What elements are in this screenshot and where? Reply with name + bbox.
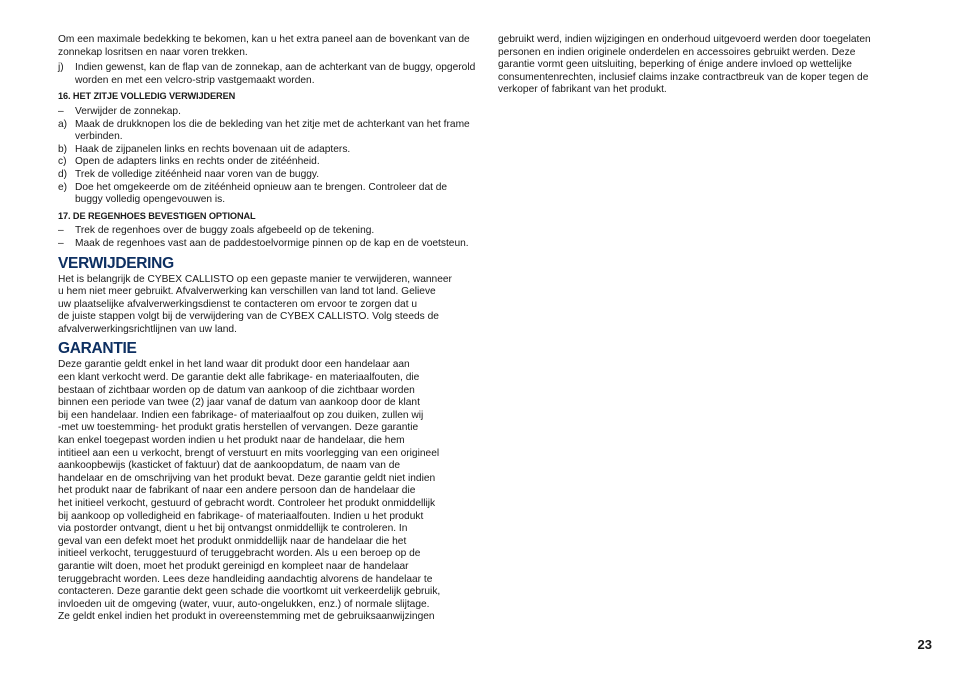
text-line: bij een handelaar. Indien een fabrikage- of materiaalfout op zou duiken, zullen wij — [58, 409, 424, 421]
text-line: de juiste stappen volgt bij de verwijdering van de CYBEX CALLISTO. Volg steeds de — [58, 311, 439, 323]
list-item — [58, 238, 476, 251]
list-text: Verwijder de zonnekap. — [75, 105, 181, 117]
text-line: aankoopbewijs (kasticket of faktuur) dat de aankoopdatum, de naam van de — [58, 460, 401, 472]
section-17-list — [58, 225, 476, 250]
text-line: een klant verkocht werd. De garantie dekt alle fabrikage- en materiaalfouten, die — [58, 372, 420, 384]
disposal-heading: VERWIJDERING — [58, 254, 174, 272]
list-marker: – — [58, 237, 64, 249]
list-item — [58, 169, 476, 182]
text-line: garantie wilt doen, moet het produkt gereinigd en kompleet naar de handelaar — [58, 560, 409, 572]
intro-paragraph: Om een maximale bedekking te bekomen, kan u het extra paneel aan de bovenkant van de zonnekap losritsen en naar voren trekken. — [58, 34, 470, 58]
text-line: afvalverwerkingsrichtlijnen van uw land. — [58, 323, 237, 335]
text-line: teruggebracht worden. Lees deze handleiding aandachtig alvorens de handelaar te — [58, 573, 433, 585]
list-marker: b) — [58, 143, 68, 155]
list-text: Trek de regenhoes over de buggy zoals afgebeeld op de tekening. — [75, 225, 375, 237]
list-marker: – — [58, 105, 64, 117]
text-line: -met uw toestemming- het produkt gratis herstellen of vervangen. Deze garantie — [58, 422, 419, 434]
text-line: verkoper of fabrikant van het produkt. — [498, 84, 667, 96]
list-text: Doe het omgekeerde om de zitéénheid opnieuw aan te brengen. Controleer dat de buggy volledig opengevouwen is. — [75, 181, 448, 206]
text-line: gebruikt werd, indien wijzigingen en onderhoud uitgevoerd werden door toegelaten — [498, 34, 871, 45]
text-line: het produkt naar de fabrikant of naar een andere persoon dan de handelaar die — [58, 485, 416, 497]
text-line: bij aankoop op volledigheid en fabrikage- of materiaalfouten. Indien u het produkt — [58, 510, 424, 522]
text-line: personen en indien originele onderdelen en accessoires gebruikt werden. Deze — [498, 46, 856, 58]
section-16-title: 16. HET ZITJE VOLLEDIG VERWIJDEREN — [58, 91, 236, 102]
text-line: Deze garantie geldt enkel in het land waar dit produkt door een handelaar aan — [58, 359, 410, 371]
text-line: bestaan of zichtbaar worden op de datum van aankoop of die zichtbaar worden — [58, 384, 415, 396]
page-number: 23 — [917, 637, 932, 652]
text-line: u hem niet meer gebruikt. Afvalverwerking kan verschillen van land tot land. Gelieve — [58, 286, 436, 298]
section-17-title: 17. DE REGENHOES BEVESTIGEN OPTIONAL — [58, 210, 256, 221]
warranty-heading: GARANTIE — [58, 340, 137, 358]
list-item — [58, 144, 476, 157]
list-text: Haak de zijpanelen links en rechts bovenaan uit de adapters. — [75, 143, 351, 155]
text-line: kan enkel toegepast worden indien u het produkt naar de handelaar, die hem — [58, 435, 405, 447]
text-line: consumentenrechten, inclusief claims inzake contractbreuk van de koper tegen de — [498, 71, 869, 83]
list-item — [58, 182, 476, 207]
right-column — [498, 34, 910, 97]
list-item-j — [58, 62, 476, 87]
list-marker: j) — [58, 62, 64, 74]
text-line: via postorder ontvangt, dient u het bij ontvangst onmiddellijk te controleren. In — [58, 523, 408, 535]
text-line: uw plaatselijke afvalverwerkingsdienst te contacteren om ervoor te zorgen dat u — [58, 298, 418, 310]
list-marker: e) — [58, 181, 68, 193]
text-line: intitieel aan een u verkocht, brengt of verstuurt en mits voorlegging van een origineel — [58, 447, 440, 459]
disposal-paragraph — [58, 274, 476, 337]
text-line: invloeden uit de omgeving (water, vuur, auto-ongelukken, enz.) of normale slijtage. — [58, 598, 430, 610]
text-line: geval van een defekt moet het produkt onmiddellijk naar de handelaar die het — [58, 535, 407, 547]
list-text: Maak de drukknopen los die de bekleding van het zitje met de achterkant van het frame verbinden. — [75, 118, 470, 143]
warranty-continuation — [498, 34, 910, 97]
text-line: Het is belangrijk de CYBEX CALLISTO op een gepaste manier te verwijderen, wanneer — [58, 273, 452, 285]
left-column — [58, 34, 476, 624]
list-item — [58, 119, 476, 144]
warranty-paragraph — [58, 359, 476, 623]
list-marker: c) — [58, 156, 67, 168]
text-line: initieel verkocht, teruggestuurd of teruggebracht worden. Als u een beroep op de — [58, 548, 421, 560]
list-item — [58, 225, 476, 238]
text-line: Ze geldt enkel indien het produkt in overeenstemming met de gebruiksaanwijzingen — [58, 611, 435, 623]
list-item — [58, 156, 476, 169]
list-text: Indien gewenst, kan de flap van de zonnekap, aan de achterkant van de buggy, opgerold worden en met een velcro-strip vastgemaakt worden. — [75, 62, 476, 86]
text-line: garantie vormt geen uitsluiting, beperking of énige andere invloed op wettelijke — [498, 59, 852, 71]
text-line: handelaar en de omschrijving van het produkt bevat. Deze garantie geldt niet indien — [58, 472, 436, 484]
text-line: binnen een periode van twee (2) jaar vanaf de datum van aankoop door de klant — [58, 397, 420, 409]
list-marker: d) — [58, 168, 68, 180]
list-text: Open de adapters links en rechts onder de zitéénheid. — [75, 156, 320, 168]
list-text: Trek de volledige zitéénheid naar voren van de buggy. — [75, 168, 320, 180]
list-item — [58, 106, 476, 119]
list-marker: – — [58, 225, 64, 237]
text-line: contacteren. Deze garantie dekt geen schade die voortkomt uit verkeerdelijk gebruik, — [58, 586, 441, 598]
list-marker: a) — [58, 118, 68, 130]
text-line: het initieel verkocht, gestuurd of gebracht wordt. Controleer het produkt onmiddellijk — [58, 498, 436, 509]
section-16-list — [58, 106, 476, 207]
list-text: Maak de regenhoes vast aan de paddestoelvormige pinnen op de kap en de voetsteun. — [75, 237, 469, 249]
